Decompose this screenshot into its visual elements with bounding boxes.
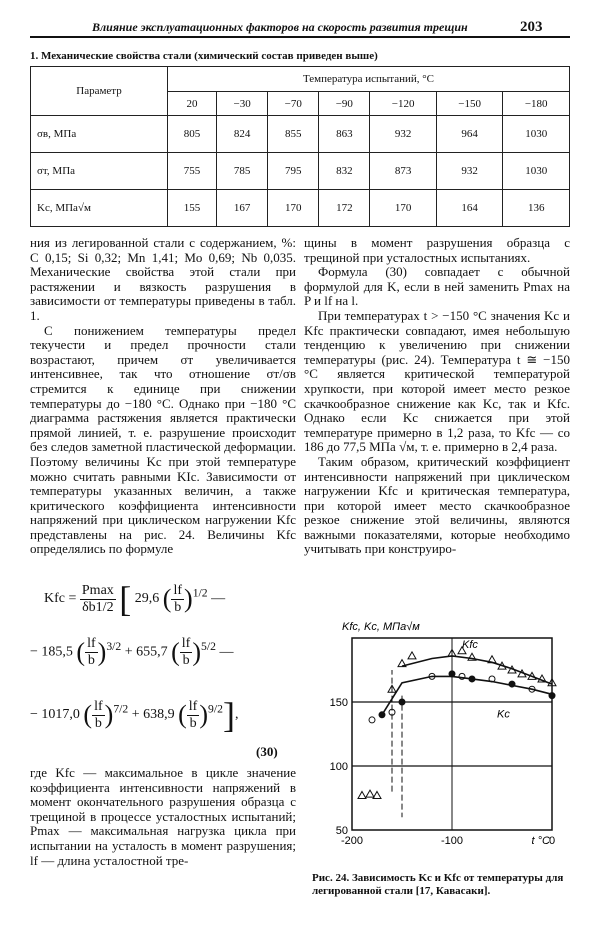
x-tick-label: 0 (548, 835, 556, 847)
formula-line-2: − 185,5 ( $\frac{lf}{b}$ )$^{3/2}$ + 655,7 ( $\frac{lf}{b}$ )$^{5/2}$ — (30, 636, 234, 668)
param-header: Параметр (31, 67, 168, 116)
value-cell: 155 (168, 190, 217, 227)
kc-point (509, 681, 515, 687)
right-column (304, 236, 570, 557)
table-caption: 1. Механические свойства стали (химический состав приведен выше) (30, 50, 378, 62)
value-cell: 785 (217, 153, 268, 190)
figure-caption: Рис. 24. Зависимость Kc и Kfc от температуры для легированной стали [17, Кавасаки]. (312, 872, 564, 897)
formula-line-3: − 1017,0 ( $\frac{lf}{b}$ )$^{7/2}$ + 638,9 ( $\frac{lf}{b}$ )$^{9/2}$], (30, 695, 239, 735)
param-label: σв, МПа (31, 116, 168, 153)
formula-number: (30) (256, 744, 278, 759)
kc-point (469, 676, 475, 682)
value-cell: 164 (436, 190, 503, 227)
kfc-point (408, 652, 416, 659)
temperature-cell: −30 (217, 92, 268, 116)
y-tick-label: 100 (329, 761, 348, 773)
page-number: 203 (520, 19, 543, 35)
left-column-bottom (30, 766, 296, 868)
header-rule (30, 36, 570, 38)
value-cell: 932 (370, 116, 437, 153)
value-cell: 932 (436, 153, 503, 190)
x-axis-label: t °C (531, 835, 550, 847)
kfc-curve-label: Kfc (462, 639, 478, 652)
temperature-cell: −70 (268, 92, 319, 116)
value-cell: 170 (268, 190, 319, 227)
y-tick-label: 150 (329, 697, 348, 709)
value-cell: 755 (168, 153, 217, 190)
left-paragraph-3: где Kfc — максимальное в цикле значение коэффициента интенсивности напряжений в момент окончательного разрушения образца с трещиной в процессе усталостных испытаний; Pmax — максимальная нагрузка цикла при испытании на усталость в момент разрушения; lf — длина усталостной тре- (30, 765, 296, 868)
running-title: Влияние эксплуатационных факторов на скорость развития трещин (92, 20, 468, 34)
x-tick-label: -100 (440, 835, 464, 847)
value-cell: 167 (217, 190, 268, 227)
kc-point (449, 671, 455, 677)
y-tick-label: 50 (335, 825, 348, 837)
temperature-cell: −180 (503, 92, 570, 116)
right-paragraph-3: При температурах t > −150 °С значения Kc и Kfc практически совпадают, имея небольшую тенденцию к увеличению при снижении температуры (рис. 24). Температура t ≅ −150 °С является критической температурой хрупкости, при которой имеет место резкое скачкообразное снижение как Kc, так и Kfc. Однако если Kc снижается при этой температуре примерно в 1,2 раза, то Kfc — со 186 до 77,5 МПа √м, т. е. примерно в 2,4 раза. (304, 307, 570, 455)
value-cell: 855 (268, 116, 319, 153)
kc-curve-label: Kc (497, 708, 510, 721)
param-label: Kc, МПа√м (31, 190, 168, 227)
kc-point (459, 673, 465, 679)
left-column (30, 236, 296, 557)
kc-point (379, 712, 385, 718)
value-cell: 1030 (503, 116, 570, 153)
kc-curve (382, 676, 552, 714)
right-paragraph-1: щины в момент разрушения образца с трещиной при усталостных испытаниях. (304, 235, 570, 265)
figure-24-chart (312, 612, 570, 868)
temperature-cell: −90 (319, 92, 370, 116)
formula-fraction: $\frac{Pmax}{\delta b1/2}$ (81, 582, 114, 615)
value-cell: 172 (319, 190, 370, 227)
temperature-cell: 20 (168, 92, 217, 116)
right-paragraph-2: Формула (30) совпадает с обычной формулой для K, если в ней заменить Pmax на P и lf на l. (304, 264, 570, 309)
right-paragraph-4: Таким образом, критический коэффициент интенсивности напряжений при циклическом нагружении Kfc и критическая температура, при которой имеет место скачкообразное резкое снижение этой величины, являются важными показателями, которые необходимо учитывать при конструиро- (304, 453, 570, 557)
kc-point (399, 699, 405, 705)
temperature-cell: −120 (370, 92, 437, 116)
kc-point (369, 717, 375, 723)
left-paragraph-2: С понижением температуры предел текучести и предел прочности стали возрастают, причем σт увеличивается интенсивнее, так что отношение σт/σв стремится к единице при снижении температуры до −180 °С. Однако при −180 °С диаграмма растяжения является практически прямой линией, т. е. разрушение происходит без следов заметной пластической деформации. Поэтому величины Kc при этой температуре можно считать равными KIc. Зависимости от температуры указанных величин, а также критического коэффициента интенсивности напряжений при циклическом нагружении Kfc представлены на рис. 24. Величины Kfc определялись по формуле (30, 322, 296, 557)
kc-point (549, 693, 555, 699)
value-cell: 795 (268, 153, 319, 190)
x-tick-label: -200 (340, 835, 364, 847)
value-cell: 832 (319, 153, 370, 190)
value-cell: 1030 (503, 153, 570, 190)
value-cell: 805 (168, 116, 217, 153)
temperature-header: Температура испытаний, °С (168, 67, 570, 92)
formula-lhs: Kfc = (44, 591, 77, 607)
formula-line-1: Kfc = $\frac{Pmax}{\delta b1/2}$ [ 29,6 ( $\frac{lf}{b}$ )$^{1/2}$ — (44, 579, 226, 619)
temperature-cell: −150 (436, 92, 503, 116)
param-label: σт, МПа (31, 153, 168, 190)
value-cell: 964 (436, 116, 503, 153)
properties-table (30, 66, 570, 227)
value-cell: 873 (370, 153, 437, 190)
kfc-point (366, 790, 374, 797)
value-cell: 170 (370, 190, 437, 227)
value-cell: 863 (319, 116, 370, 153)
value-cell: 136 (503, 190, 570, 227)
left-paragraph-1: ния из легированной стали с содержанием, %: С 0,15; Si 0,32; Mn 1,41; Mo 0,69; Nb 0,035. Механические свойства этой стали при растяжении и вязкость разрушения в зависимости от температуры приведены в табл. 1. (30, 235, 296, 323)
kfc-point (358, 791, 366, 798)
y-axis-label: Kfc, Kc, МПа√м (342, 621, 420, 633)
value-cell: 824 (217, 116, 268, 153)
